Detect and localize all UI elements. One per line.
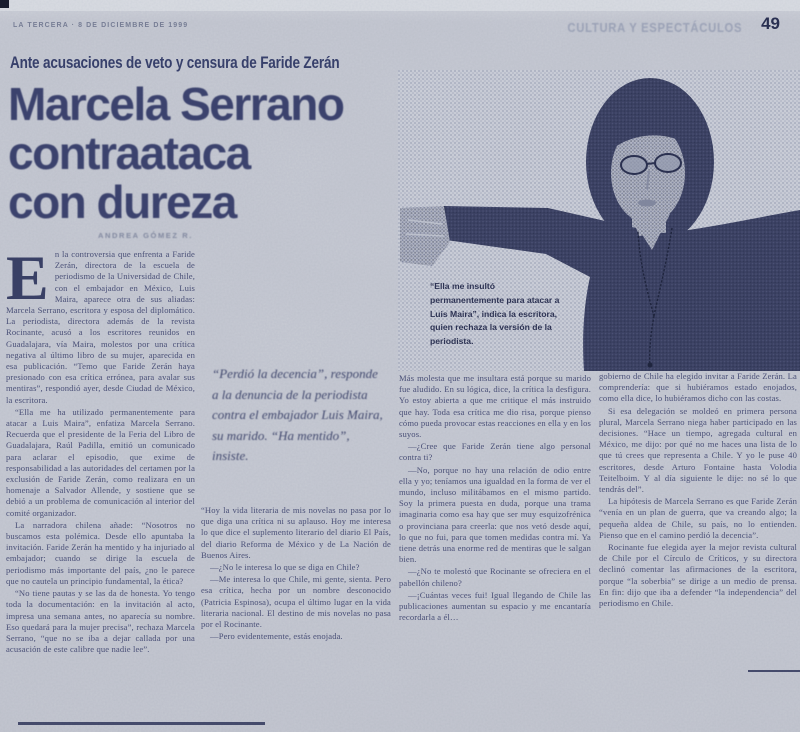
body-paragraph: —Me interesa lo que Chile, mi gente, sienta. Pero esa crítica, hecha por un nombre desconocido (Patricia Espinosa), ocupa el último lugar en la vida literaria nacional. El destino de mis novelas no pasa por el Rocinante.: [201, 574, 391, 630]
body-paragraph: —¿Cree que Faride Zerán tiene algo personal contra ti?: [399, 441, 591, 463]
body-paragraph: —No, porque no hay una relación de odio entre ella y yo; teníamos una igualdad en la forma de ver el mundo, incluso militábamos en el mismo partido. Soy la primera puesta en duda, porque una trama imaginaria como esa hay que ser muy esquizofrénica o provinciana para creerla: que nos vetó desde aquí, lo que no fui, para que tomen medidas contra mí. Ya tiene detrás una enorme red de mentiras que le salgan bien.: [399, 464, 591, 565]
bottom-rule-left: [18, 722, 265, 725]
body-column-4: [599, 371, 797, 665]
byline: ANDREA GÓMEZ R.: [98, 231, 193, 240]
necklace-pendant: [648, 363, 653, 368]
body-column-1: [6, 249, 195, 720]
masthead-date: LA TERCERA · 8 DE DICIEMBRE DE 1999: [13, 22, 189, 29]
body-paragraph: —¿No te molestó que Rocinante se ofreciera en el pabellón chileno?: [399, 566, 591, 588]
photo-caption: “Ella me insultó permanentemente para atacar a Luis Maira”, indica la escritora, quien rechaza la versión de la periodista.: [430, 281, 560, 347]
end-of-article-rule: [748, 670, 800, 672]
body-paragraph: “Ella me ha utilizado permanentemente para atacar a Luis Maira”, enfatiza Marcela Serrano. Recuerda que el presidente de la Feria del Libro de Guadalajara, Raúl Padilla, emitió un comunicado para aclarar el episodio, que exime de responsabilidad a las autoridades del certamen por la exclusión de Faride Zerán, como realizara en un homenaje a Salvador Allende, y sostiene que se debió a un problema de comunicación al interior del comité organizador.: [6, 406, 195, 518]
body-paragraph: “No tiene pautas y se las da de honesta. Yo tengo toda la documentación: en la invitación al acto, impresa una semana antes, no aparecía su nombre. Eso quedará para la mujer precisa”, rechaza Marcela Serrano, “que no se iba a dejar callada por una acusación de este calibre que nadie lee”.: [6, 588, 195, 655]
body-paragraph: —¡Cuántas veces fui! Igual llegando de Chile las publicaciones aumentan su espacio y me encantaría recordarla a él…: [399, 589, 591, 623]
body-paragraph: —¿No le interesa lo que se diga en Chile?: [210, 562, 360, 573]
body-paragraph: “Hoy la vida literaria de mis novelas no pasa por lo que diga una crítica ni su aplauso. Hoy me interesa lo que dice el suplemento literario del diario El País, del diario Reforma de México y de La Nación de Buenos Aires.: [201, 505, 391, 560]
pull-quote: “Perdió la decencia”, responde a la denuncia de la periodista contra el embajador Luis Maira, su marido. “Ha mentido”, insiste.: [212, 366, 383, 463]
body-paragraph: Si esa delegación se moldeó en primera persona plural, Marcela Serrano niega haber participado en las decisiones. “Hace un tiempo, agregada cultural en México, me dijo: por qué no me haces una lista de lo que tú crees que representa a Chile. Y yo le puse 40 escritores, desde Arturo Fontaine hasta Volodia Teitelboim. Y al día siguiente le dije: no sé lo que tendrás del”.: [599, 405, 797, 495]
body-paragraph: Rocinante fue elegida ayer la mejor revista cultural de Chile por el Círculo de Críticos, y su directora declinó comentar las afirmaciones de la escritora, porque “la soberbia” se dirige a un medio de prensa. En fin: dijo que iba a defender “la independencia” del periodismo en Chile.: [599, 542, 797, 609]
headline-line-3: con dureza: [8, 176, 236, 228]
body-paragraph: La hipótesis de Marcela Serrano es que Faride Zerán “venía en un plan de guerra, que va creando algo; la pequeña aldea de Chile, su país, no lo entienden. Pienso que en el camino perdió la decencia”.: [599, 496, 797, 540]
body-paragraph: —Pero evidentemente, estás enojada.: [210, 631, 343, 642]
body-paragraph: Más molesta que me insultara está porque su marido fue aludido. En su lógica, dice, la crítica la desfigura. Yo estoy abierta a que me critique el más instruido que hay. Toda esa crítica me dio risa, porque pienso cómo pueda provocar estas reacciones en ella y en los suyos.: [399, 373, 591, 440]
article-headline: [8, 80, 343, 227]
page-number: 49: [761, 14, 780, 33]
body-column-2: [201, 505, 391, 665]
scan-corner-mark: [0, 0, 9, 8]
section-title: CULTURA Y ESPECTÁCULOS: [567, 21, 742, 35]
drop-cap: E: [6, 249, 49, 313]
headline-line-2: contraataca: [8, 127, 250, 179]
body-paragraph: gobierno de Chile ha elegido invitar a Faride Zerán. La comprendería: que si hubiéramos estado enojados, como ella dice, lo hubiéramos dicho con las costas.: [599, 371, 797, 404]
article-kicker: Ante acusaciones de veto y censura de Faride Zerán: [10, 54, 340, 72]
scan-top-margin: [0, 0, 800, 11]
headline-line-1: Marcela Serrano: [8, 78, 344, 130]
photo-mouth: [638, 200, 656, 207]
body-column-3: [399, 373, 591, 665]
body-paragraph: n la controversia que enfrenta a Faride Zerán, directora de la escuela de periodismo de la Universidad de Chile, con el embajador en México, Luis Maira, aparece otra de sus aliadas: Marcela Serrano, escritora y esposa del diplomático. La periodista, directora además de la revista Rocinante, acusó a los escritores reunidos en Guadalajara, vía Maira, molestos por una crítica negativa al último libro de su mujer, aparecida en esa publicación. “Temo que Faride Zerán haya presionado con esa crítica errónea, para avalar sus mentiras”, respondió ayer, desde Ciudad de México, la escritora.: [6, 249, 195, 405]
body-paragraph: La narradora chilena añade: “Nosotros no buscamos esta polémica. Desde ello apuntaba la invitación. Faride Zerán ha mentido y ha injuriado al embajador; cuando se dirige la escuela de periodismo más importante del país, ¿no le parece que no cautela un principio fundamental, la ética?: [6, 519, 195, 586]
